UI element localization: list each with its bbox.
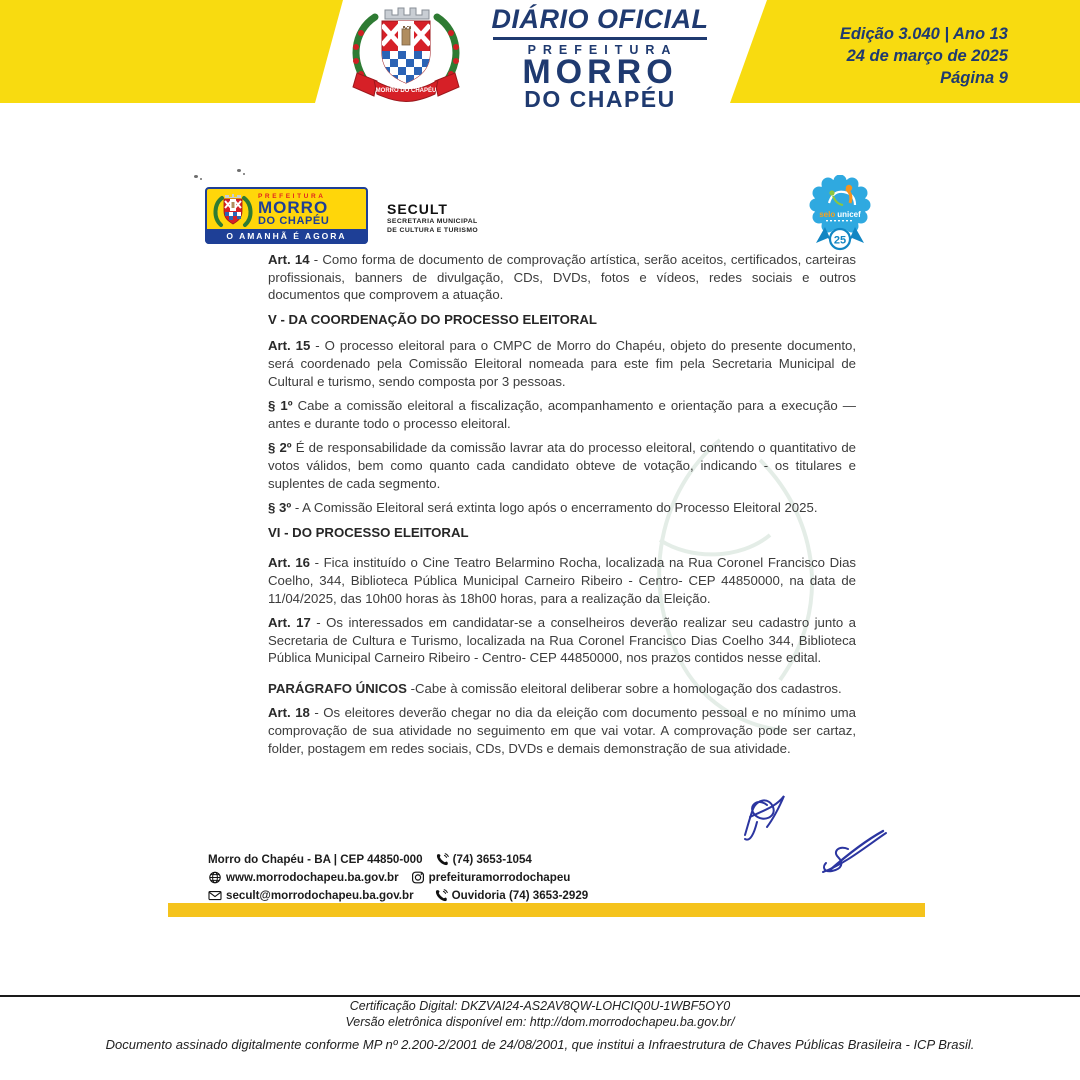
ouvidoria-text: Ouvidoria (74) 3653-2929 xyxy=(451,888,589,902)
masthead-city-line2: DO CHAPÉU xyxy=(524,86,676,112)
unicef-seal-word2: unicef xyxy=(837,210,861,219)
signature-ink xyxy=(705,765,905,880)
prefeitura-logo-line3: DO CHAPÉU xyxy=(258,215,330,227)
edition-number: Edição 3.040 | Ano 13 xyxy=(839,25,1008,43)
article-paragraph: Art. 15 - O processo eleitoral para o CMPC de Morro do Chapéu, objeto do presente documento, será coordenado pela Comissão Eleitoral nomeada para este fim pela Secretaria Municipal de Cultural e turismo, sendo composta por 3 pessoas. xyxy=(268,338,857,389)
phone-icon xyxy=(435,853,449,866)
edition-meta xyxy=(840,23,1008,89)
article-paragraph: Art. 14 - Como forma de documento de comprovação artística, serão aceitos, certificados, carteiras profissionais, banners de divulgação, CDs, DVDs, fotos e vídeos, redes sociais e outros documentos que comprovem a atuação. xyxy=(268,252,857,303)
instagram-segment xyxy=(411,871,571,884)
certification-url: Versão eletrônica disponível em: http://dom.morrodochapeu.ba.gov.br/ xyxy=(345,1015,735,1029)
ouvidoria-segment xyxy=(434,889,589,902)
masthead-prefeitura: PREFEITURA xyxy=(527,43,678,57)
article-paragraph: Art. 17 - Os interessados em candidatar-se a conselheiros deverão realizar seu cadastro junto a Secretaria de Cultura e Turismo, localizada na Rua Coronel Francisco Dias Coelho 344, Biblioteca Pública Municipal Carneiro Ribeiro - Centro- CEP 44850000, nos prazos contidos nesse edital. xyxy=(268,615,856,666)
instagram-text: prefeituramorrodochapeu xyxy=(428,870,571,884)
contact-footer xyxy=(208,850,588,904)
scan-speck xyxy=(243,173,245,175)
footer-gold-bar xyxy=(168,903,925,917)
paragraph-lead: § 3º xyxy=(268,500,292,516)
paragraph-lead: § 2º xyxy=(268,440,292,456)
unicef-seal-anniversary: 25 xyxy=(833,234,847,247)
paragraph-lead: Art. 14 xyxy=(268,252,310,267)
prefeitura-logo xyxy=(205,187,368,244)
prefeitura-mini-crest-icon xyxy=(212,192,254,230)
certification-divider xyxy=(0,995,1080,997)
email-text: secult@morrodochapeu.ba.gov.br xyxy=(226,888,414,902)
article-paragraph: Art. 18 - Os eleitores deverão chegar no dia da eleição com documento pessoal e no mínimo uma comprovação de sua atividade no seguimento em que vai votar. A comprovação pode ser cartaz, folder, postagem em redes sociais, CDs, DVDs e demais demonstração de sua atividade. xyxy=(268,705,857,756)
address-segment xyxy=(208,853,423,866)
prefeitura-logo-tagline: O AMANHÃ É AGORA xyxy=(205,229,368,244)
secult-sub2: DE CULTURA E TURISMO xyxy=(387,227,479,234)
globe-icon xyxy=(208,871,222,884)
secult-block xyxy=(387,201,478,235)
masthead-divider xyxy=(493,37,707,40)
phone-icon xyxy=(434,889,448,902)
article-paragraph: Art. 16 - Fica instituído o Cine Teatro Belarmino Rocha, localizada na Rua Coronel Francisco Dias Coelho, 344, Biblioteca Pública Municipal Carneiro Ribeiro - Centro- CEP 44850000, na data de 11/04/2025, das 10h00 horas às 18h00 horas, para a realização da Eleição. xyxy=(268,555,856,606)
masthead-banner xyxy=(0,0,1080,112)
banner-yellow-left-shape xyxy=(0,0,400,103)
contact-row-3 xyxy=(208,886,588,904)
scan-speck xyxy=(237,169,241,172)
article-paragraph: § 1º Cabe a comissão eleitoral a fiscalização, acompanhamento e orientação para a execução — antes e durante todo o processo eleitoral. xyxy=(268,398,856,431)
page-number: Página 9 xyxy=(940,69,1008,87)
phone-text: (74) 3653-1054 xyxy=(452,852,532,866)
email-segment xyxy=(208,889,414,902)
article-body xyxy=(268,251,856,764)
prefeitura-logo-line1: PREFEITURA xyxy=(258,193,326,200)
certification-digital: Certificação Digital: DKZVAI24-AS2AV8QW-LOHCIQ0U-1WBF5OY0 xyxy=(349,999,731,1013)
paragraph-lead: Art. 18 xyxy=(268,705,310,721)
certification-legal: Documento assinado digitalmente conforme MP nº 2.200-2/2001 de 24/08/2001, que institui a Infraestrutura de Chaves Públicas Brasileira - ICP Brasil. xyxy=(105,1037,975,1052)
section-heading: V - DA COORDENAÇÃO DO PROCESSO ELEITORAL xyxy=(268,311,597,327)
paragraph-lead: Art. 15 xyxy=(268,338,311,354)
unicef-seal-word1: selo xyxy=(819,210,836,219)
website-text: www.morrodochapeu.ba.gov.br xyxy=(226,870,399,884)
gazette-title: DIÁRIO OFICIAL xyxy=(491,4,709,34)
edition-date: 24 de março de 2025 xyxy=(846,47,1008,65)
contact-row-1 xyxy=(208,850,588,868)
paragraph-lead: § 1º xyxy=(268,398,293,414)
section-heading: VI - DO PROCESSO ELEITORAL xyxy=(268,524,469,540)
secult-sub1: SECRETARIA MUNICIPAL xyxy=(387,218,478,225)
secult-name: SECULT xyxy=(387,201,448,217)
paragraph-lead: PARÁGRAFO ÚNICOS xyxy=(268,680,407,696)
prefeitura-logo-line2: MORRO xyxy=(258,198,329,217)
unicef-seal-icon xyxy=(803,175,877,255)
paragraph-lead: Art. 17 xyxy=(268,615,311,631)
instagram-icon xyxy=(411,871,425,884)
contact-row-2 xyxy=(208,868,588,886)
svg-text:selounicef xyxy=(819,210,861,219)
article-paragraph: § 3º - A Comissão Eleitoral será extinta logo após o encerramento do Processo Eleitoral 2025. xyxy=(268,500,818,516)
scan-speck xyxy=(200,178,202,180)
paragraph-lead: Art. 16 xyxy=(268,555,310,571)
phone-segment xyxy=(435,853,532,866)
website-segment xyxy=(208,871,399,884)
coat-of-arms-icon xyxy=(341,1,471,102)
article-paragraph: § 2º É de responsabilidade da comissão lavrar ata do processo eleitoral, contendo o quantitativo de votos válidos, bem como quanto cada candidato obteve de votação, indicando - os titulares e suplentes de cada segmento. xyxy=(268,440,857,491)
article-paragraph: PARÁGRAFO ÚNICOS -Cabe à comissão eleitoral deliberar sobre a homologação dos cadastros. xyxy=(268,680,842,696)
masthead-title-block xyxy=(491,4,709,110)
masthead-city-line1: MORRO xyxy=(522,53,678,91)
scan-speck xyxy=(194,175,198,178)
crest-ribbon-text: MORRO DO CHAPÉU xyxy=(375,88,437,94)
prefeitura-logo-text xyxy=(258,193,329,227)
address-text: Morro do Chapéu - BA | CEP 44850-000 xyxy=(208,852,423,866)
envelope-icon xyxy=(208,889,222,902)
